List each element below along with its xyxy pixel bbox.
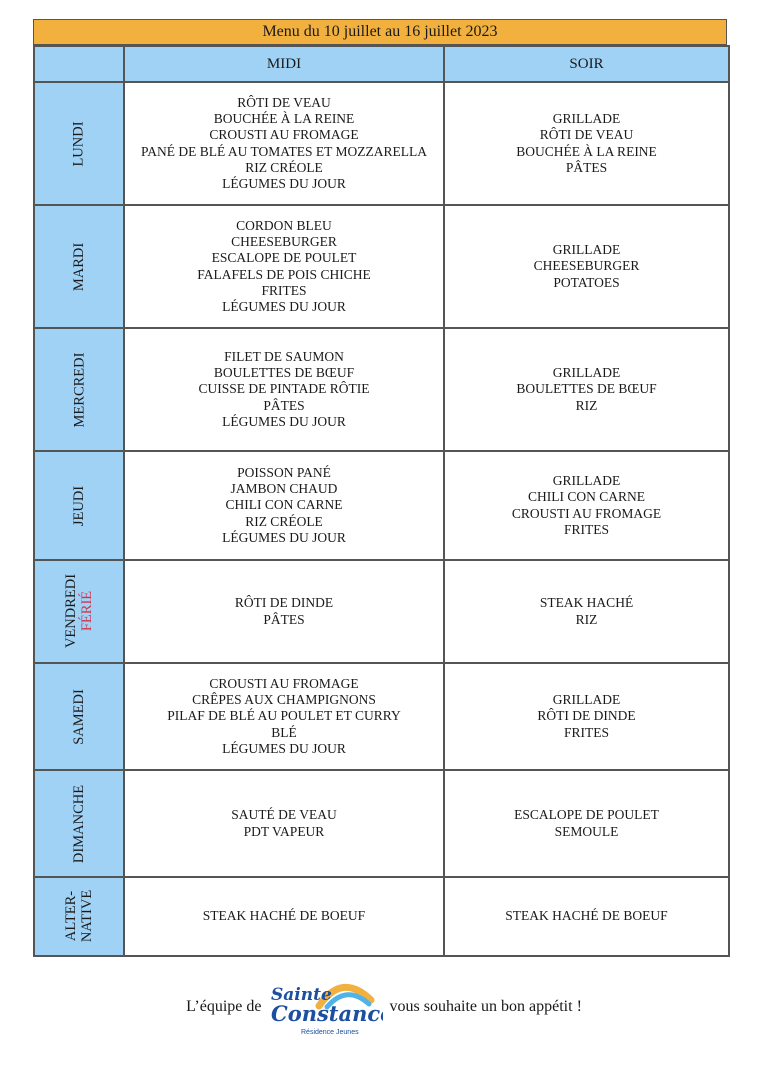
sainte-constance-logo [267, 976, 383, 1038]
day-label-cell [34, 663, 124, 770]
day-label: MARDI [71, 242, 87, 291]
soir-cell [444, 560, 729, 663]
dish-item: CRÊPES AUX CHAMPIGNONS [192, 692, 376, 708]
midi-cell [124, 560, 444, 663]
dish-item: LÉGUMES DU JOUR [222, 413, 346, 429]
dish-item: BOULETTES DE BŒUF [213, 365, 355, 381]
dish-item: CROUSTI AU FROMAGE [209, 675, 359, 691]
dish-item: PÂTES [565, 159, 608, 175]
day-label: SAMEDI [71, 688, 87, 745]
day-row [34, 560, 729, 663]
soir-cell [444, 328, 729, 451]
holiday-label: FÉRIÉ [78, 590, 95, 632]
dish-item: RÔTI DE VEAU [237, 94, 331, 110]
dish-item: LÉGUMES DU JOUR [222, 529, 346, 545]
day-label: ALTER- [62, 890, 79, 942]
dish-item: GRILLADE [552, 110, 621, 126]
column-header-midi: MIDI [124, 46, 444, 82]
header-row [34, 46, 729, 82]
day-label-cell [34, 205, 124, 328]
day-row [34, 770, 729, 877]
dish-item: CROUSTI AU FROMAGE [209, 127, 359, 143]
dish-item: SEMOULE [554, 823, 619, 839]
dish-item: PANÉ DE BLÉ AU TOMATES ET MOZZARELLA [140, 143, 427, 159]
day-label-cell [34, 770, 124, 877]
soir-cell [444, 82, 729, 205]
menu-table [33, 45, 730, 957]
dish-item: LÉGUMES DU JOUR [222, 299, 346, 315]
midi-cell [124, 770, 444, 877]
dish-item: LÉGUMES DU JOUR [222, 176, 346, 192]
dish-item: SAUTÉ DE VEAU [231, 807, 337, 823]
day-row [34, 205, 729, 328]
dish-item: ESCALOPE DE POULET [514, 807, 659, 823]
day-label: JEUDI [71, 485, 87, 526]
dish-item: FILET DE SAUMON [224, 348, 344, 364]
dish-item: BOUCHÉE À LA REINE [213, 110, 355, 126]
logo-graphic [267, 976, 383, 1038]
midi-cell [124, 328, 444, 451]
dish-item: GRILLADE [552, 692, 621, 708]
dish-item: PILAF DE BLÉ AU POULET ET CURRY [167, 708, 401, 724]
menu-title: Menu du 10 juillet au 16 juillet 2023 [33, 19, 727, 45]
day-label: NATIVE [78, 889, 95, 943]
dish-item: FALAFELS DE POIS CHICHE [197, 266, 371, 282]
logo-word-2: Constance [271, 1001, 384, 1026]
dish-item: POTATOES [553, 274, 620, 290]
dish-item: BLÉ [271, 724, 297, 740]
midi-cell [124, 451, 444, 560]
corner-cell [34, 46, 124, 82]
day-row [34, 328, 729, 451]
dish-item: GRILLADE [552, 365, 621, 381]
dish-item: STEAK HACHÉ DE BOEUF [505, 908, 668, 924]
menu-body [34, 82, 729, 956]
dish-item: CUISSE DE PINTADE RÔTIE [198, 381, 370, 397]
dish-item: RIZ [575, 611, 598, 627]
soir-cell [444, 770, 729, 877]
footer [0, 972, 768, 1042]
midi-cell [124, 877, 444, 956]
dish-item: FRITES [563, 521, 609, 537]
dish-item: LÉGUMES DU JOUR [222, 740, 346, 756]
day-label-cell [34, 560, 124, 663]
dish-item: STEAK HACHÉ DE BOEUF [202, 908, 366, 924]
dish-item: PÂTES [263, 611, 305, 627]
day-label-cell [34, 82, 124, 205]
dish-item: RIZ CRÉOLE [245, 513, 323, 529]
soir-cell [444, 877, 729, 956]
day-row [34, 451, 729, 560]
day-row [34, 877, 729, 956]
day-label-cell [34, 877, 124, 956]
dish-item: CORDON BLEU [236, 217, 332, 233]
soir-cell [444, 205, 729, 328]
dish-item: ESCALOPE DE POULET [211, 250, 357, 266]
dish-item: RÔTI DE VEAU [539, 127, 634, 143]
midi-cell [124, 82, 444, 205]
dish-item: CHEESEBURGER [231, 233, 337, 249]
dish-item: JAMBON CHAUD [230, 481, 338, 497]
soir-cell [444, 663, 729, 770]
dish-item: PÂTES [263, 397, 305, 413]
dish-item: RÔTI DE DINDE [234, 595, 334, 611]
dish-item: FRITES [563, 724, 609, 740]
midi-cell [124, 205, 444, 328]
dish-item: BOULETTES DE BŒUF [516, 381, 657, 397]
dish-item: RÔTI DE DINDE [537, 708, 636, 724]
midi-cell [124, 663, 444, 770]
dish-item: CHILI CON CARNE [528, 489, 645, 505]
logo-word-1: Sainte [271, 985, 333, 1005]
dish-item: RIZ [575, 397, 598, 413]
dish-item: RIZ CRÉOLE [245, 159, 323, 175]
soir-cell [444, 451, 729, 560]
dish-item: GRILLADE [552, 472, 621, 488]
footer-text-before: L’équipe de [186, 998, 262, 1015]
column-header-soir: SOIR [444, 46, 729, 82]
logo-tagline: Résidence Jeunes [301, 1029, 360, 1036]
day-label: DIMANCHE [70, 784, 87, 863]
dish-item: PDT VAPEUR [243, 823, 325, 839]
day-label-cell [34, 328, 124, 451]
dish-item: POISSON PANÉ [237, 464, 331, 480]
dish-item: STEAK HACHÉ [539, 595, 634, 611]
footer-text-after: vous souhaite un bon appétit ! [389, 998, 582, 1015]
dish-item: GRILLADE [552, 242, 621, 258]
day-row [34, 82, 729, 205]
dish-item: BOUCHÉE À LA REINE [516, 143, 657, 159]
dish-item: CHILI CON CARNE [225, 497, 343, 513]
day-label: VENDREDI [62, 573, 79, 649]
day-row [34, 663, 729, 770]
day-label: MERCREDI [70, 352, 87, 427]
dish-item: CROUSTI AU FROMAGE [511, 505, 662, 521]
dish-item: CHEESEBURGER [533, 258, 640, 274]
day-label: LUNDI [70, 120, 87, 167]
day-label-cell [34, 451, 124, 560]
dish-item: FRITES [261, 282, 307, 298]
